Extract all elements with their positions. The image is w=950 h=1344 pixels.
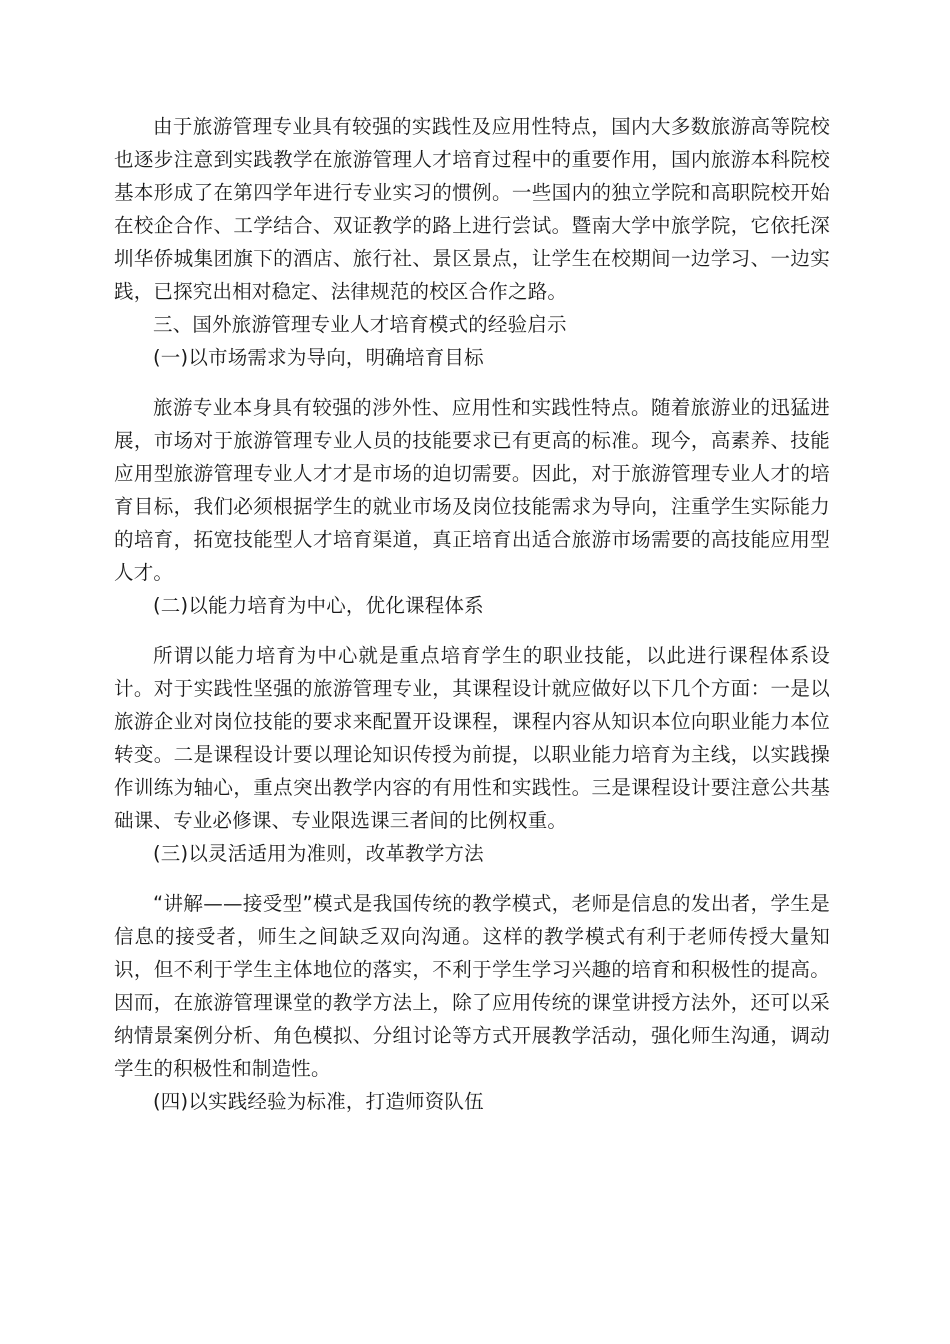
- subsection-heading-3: (三)以灵活适用为准则，改革教学方法: [153, 842, 484, 865]
- body-paragraph-1: 由于旅游管理专业具有较强的实践性及应用性特点，国内大多数旅游高等院校也逐步注意到实践教学在旅游管理人才培育过程中的重要作用，国内旅游本科院校基本形成了在第四学年进行专业实习的惯例。一些国内的独立学院和高职院校开始在校企合作、工学结合、双证教学的路上进行尝试。暨南大学中旅学院，它依托深圳华侨城集团旗下的酒店、旅行社、景区景点，让学生在校期间一边学习、一边实践，已探究出相对稳定、法律规范的校区合作之路。: [114, 115, 830, 303]
- body-paragraph-3: 所谓以能力培育为中心就是重点培育学生的职业技能，以此进行课程体系设计。对于实践性坚强的旅游管理专业，其课程设计就应做好以下几个方面：一是以旅游企业对岗位技能的要求来配置开设课程，课程内容从知识本位向职业能力本位转变。二是课程设计要以理论知识传授为前提，以职业能力培育为主线，以实践操作训练为轴心，重点突出教学内容的有用性和实践性。三是课程设计要注意公共基础课、专业必修课、专业限选课三者间的比例权重。: [114, 644, 830, 832]
- body-paragraph-2: 旅游专业本身具有较强的涉外性、应用性和实践性特点。随着旅游业的迅猛进展，市场对于旅游管理专业人员的技能要求已有更高的标准。现今，高素养、技能应用型旅游管理专业人才才是市场的迫切需要。因此，对于旅游管理专业人才的培育目标，我们必须根据学生的就业市场及岗位技能需求为导向，注重学生实际能力的培育，拓宽技能型人才培育渠道，真正培育出适合旅游市场需要的高技能应用型人才。: [114, 396, 830, 584]
- subsection-heading-2: (二)以能力培育为中心，优化课程体系: [153, 594, 484, 617]
- document-page: [114, 110, 830, 1118]
- subsection-heading-1: (一)以市场需求为导向，明确培育目标: [153, 346, 484, 369]
- section-heading-3: 三、国外旅游管理专业人才培育模式的经验启示: [153, 313, 567, 336]
- body-paragraph-4: “讲解——接受型”模式是我国传统的教学模式，老师是信息的发出者，学生是信息的接受者，师生之间缺乏双向沟通。这样的教学模式有利于老师传授大量知识，但不利于学生主体地位的落实，不利于学生学习兴趣的培育和积极性的提高。因而，在旅游管理课堂的教学方法上，除了应用传统的课堂讲授方法外，还可以采纳情景案例分析、角色模拟、分组讨论等方式开展教学活动，强化师生沟通，调动学生的积极性和制造性。: [114, 892, 830, 1080]
- subsection-heading-4: (四)以实践经验为标准，打造师资队伍: [153, 1090, 484, 1113]
